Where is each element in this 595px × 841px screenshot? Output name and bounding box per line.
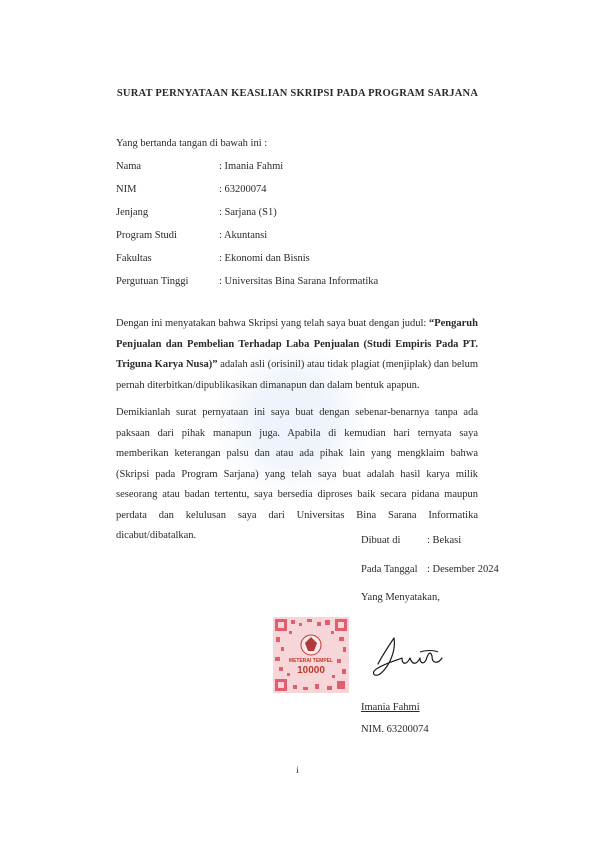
field-label-program-studi: Program Studi	[116, 230, 177, 241]
field-label-fakultas: Fakultas	[116, 253, 152, 264]
place-value: : Bekasi	[427, 535, 462, 546]
field-label-nama: Nama	[116, 161, 142, 172]
field-label-perguruan-tinggi: Pergutuan Tinggi	[116, 276, 189, 287]
field-value-fakultas: : Ekonomi dan Bisnis	[219, 253, 310, 264]
stamp-pattern-icon	[273, 617, 349, 693]
signer-name: Imania Fahmi	[361, 702, 420, 713]
handwritten-signature	[368, 628, 446, 680]
date-label: Pada Tanggal	[361, 564, 418, 575]
meterai-stamp	[273, 617, 349, 693]
closing-paragraph: Demikianlah surat pernyataan ini saya buat dengan sebenar-benarnya tanpa ada paksaan dari pihak manapun juga. Apabila di kemudian hari ternyata saya memberikan keterangan palsu dan atau ada pihak lain yang mengklaim bahwa (Skripsi pada Program Sarjana) yang telah saya buat adalah hasil karya milik seseorang atau badan tertentu, saya bersedia diproses baik secara pidana maupun perdata dan kelulusan saya dari Universitas Bina Sarana Informatika dicabut/dibatalkan.	[116, 407, 478, 541]
statement-intro: Dengan ini menyatakan bahwa Skripsi yang telah saya buat dengan judul:	[116, 318, 429, 329]
field-value-perguruan-tinggi: : Universitas Bina Sarana Informatika	[219, 276, 379, 287]
stamp-label: METERAI TEMPEL	[288, 658, 334, 664]
declarant-label: Yang Menyatakan,	[361, 592, 440, 603]
field-value-nim: : 63200074	[219, 184, 267, 195]
statement-paragraph	[116, 314, 478, 396]
field-label-jenjang: Jenjang	[116, 207, 149, 218]
place-label: Dibuat di	[361, 535, 401, 546]
signer-nim: NIM. 63200074	[361, 724, 429, 735]
stamp-value: 10000	[297, 665, 325, 676]
document-title: SURAT PERNYATAAN KEASLIAN SKRIPSI PADA PROGRAM SARJANA	[116, 88, 479, 99]
thesis-title: “Pengaruh Penjualan dan Pembelian Terhadap Laba Penjualan (Studi Empiris Pada PT. Triguna Karya Nusa)”	[116, 318, 478, 370]
field-value-program-studi: : Akuntansi	[219, 230, 268, 241]
field-value-nama: : Imania Fahmi	[219, 161, 284, 172]
intro-text: Yang bertanda tangan di bawah ini :	[116, 138, 268, 149]
date-value: : Desember 2024	[427, 564, 499, 575]
statement-rest: adalah asli (orisinil) atau tidak plagiat (menjiplak) dan belum pernah diterbitkan/dipublikasikan dimanapun dan dalam bentuk apapun.	[116, 359, 478, 391]
field-label-nim: NIM	[116, 184, 137, 195]
field-value-jenjang: : Sarjana (S1)	[219, 207, 277, 218]
page-number: i	[296, 765, 299, 775]
